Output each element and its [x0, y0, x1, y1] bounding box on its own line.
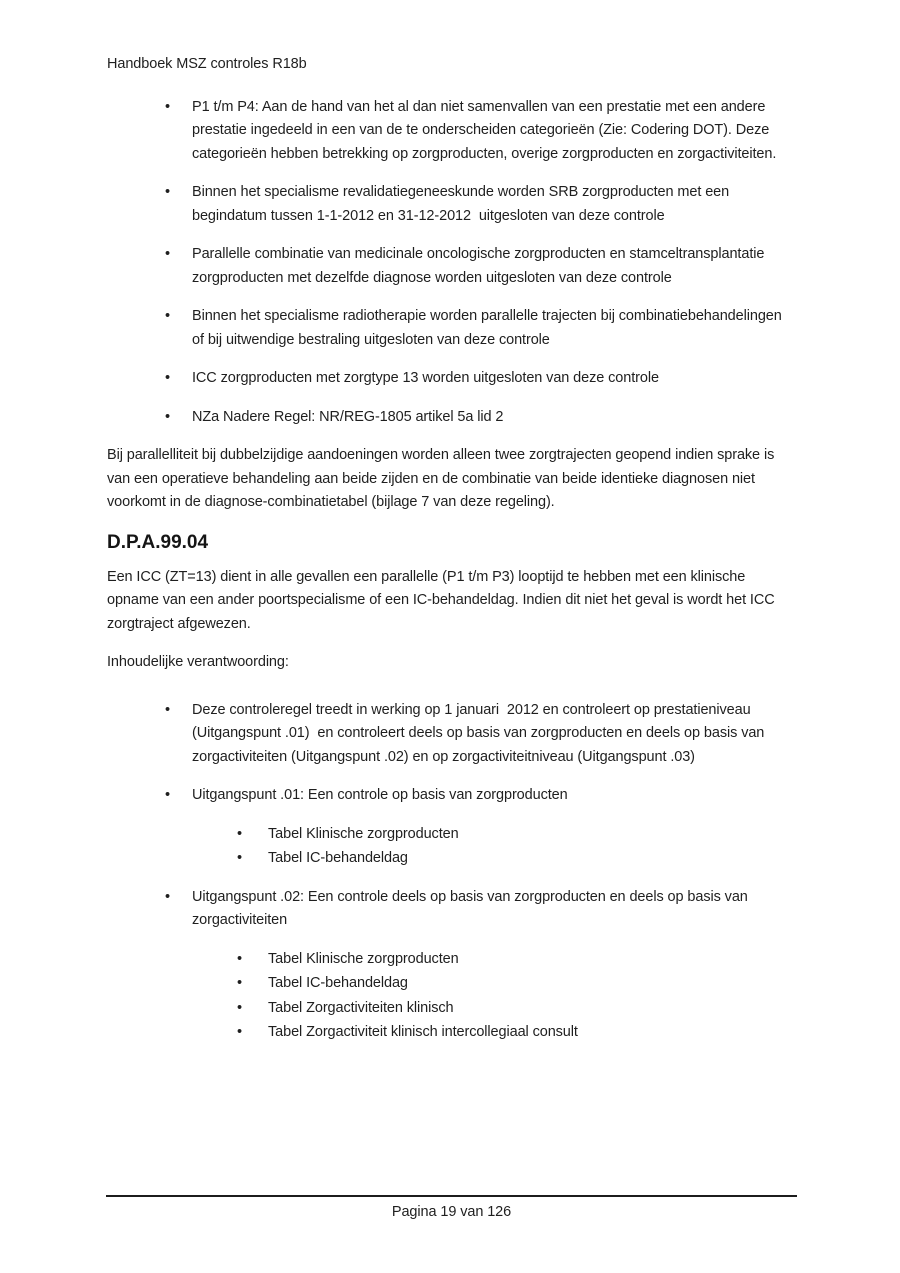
- sub-list: [107, 823, 793, 871]
- list-item: [107, 181, 793, 228]
- paragraph-rule-description: Een ICC (ZT=13) dient in alle gevallen een parallelle (P1 t/m P3) looptijd te hebben met een klinische opname van een ander poortspecialisme of een IC-behandeldag. Indien dit niet het geval is wordt het ICC zorgtraject afgewezen.: [107, 568, 779, 632]
- bullet-icon: •: [165, 308, 170, 324]
- bullet-icon: •: [165, 787, 170, 803]
- sub-list-item-text: Tabel Klinische zorgproducten: [268, 950, 459, 967]
- bullet-icon: •: [237, 975, 242, 991]
- exclusions-list: [107, 96, 793, 430]
- sub-list-item-text: Tabel IC-behandeldag: [268, 975, 408, 991]
- bullet-icon: •: [165, 408, 170, 425]
- section-heading: D.P.A.99.04: [107, 531, 209, 553]
- sub-list-item-text: Tabel Zorgactiviteiten klinisch: [268, 999, 454, 1016]
- list-item: [107, 886, 793, 933]
- list-item-text: Binnen het specialisme radiotherapie worden parallelle trajecten bij combinatiebehandelingen of bij uitwendige bestraling uitgesloten van deze controle: [192, 308, 786, 348]
- running-header: Handboek MSZ controles R18b: [107, 56, 307, 72]
- bullet-icon: •: [165, 184, 170, 200]
- page-footer: [106, 1195, 797, 1225]
- list-item-text: P1 t/m P4: Aan de hand van het al dan niet samenvallen van een prestatie met een andere prestatie ingedeeld in een van de te onderscheiden categorieën (Zie: Codering DOT). Deze categorieën hebben betrekking op zorgproducten, overige zorgproducten en zorgactiviteiten.: [192, 98, 777, 162]
- sub-list-item-text: Tabel IC-behandeldag: [268, 850, 408, 866]
- page-number: Pagina 19 van 126: [391, 1204, 512, 1220]
- sub-list-item: [107, 1021, 793, 1045]
- footer-rule: [106, 1195, 797, 1197]
- accountability-list: [107, 699, 793, 1045]
- bullet-icon: •: [237, 999, 242, 1016]
- bullet-icon: •: [165, 98, 170, 115]
- bullet-icon: •: [165, 246, 170, 262]
- bullet-icon: •: [237, 825, 242, 842]
- sub-list-item-text: Tabel Klinische zorgproducten: [268, 825, 459, 842]
- bullet-icon: •: [165, 701, 170, 718]
- paragraph-parallel-note: Bij parallelliteit bij dubbelzijdige aandoeningen worden alleen twee zorgtrajecten geopend indien sprake is van een operatieve behandeling aan beide zijden en de combinatie van beide identieke diagnosen niet voorkomt in de diagnose-combinatietabel (bijlage 7 van deze regeling).: [107, 447, 779, 510]
- bullet-icon: •: [165, 370, 170, 386]
- sub-list-item: [107, 823, 793, 847]
- list-item-text: Uitgangspunt .02: Een controle deels op basis van zorgproducten en deels op basis van zorgactiviteiten: [192, 888, 752, 928]
- bullet-icon: •: [237, 950, 242, 967]
- sub-list: [107, 948, 793, 1045]
- list-item: [107, 96, 793, 167]
- list-item-text: ICC zorgproducten met zorgtype 13 worden uitgesloten van deze controle: [192, 370, 659, 386]
- sub-list-item-text: Tabel Zorgactiviteit klinisch intercollegiaal consult: [268, 1024, 578, 1040]
- sub-list-item: [107, 997, 793, 1021]
- list-item-text: NZa Nadere Regel: NR/REG-1805 artikel 5a lid 2: [192, 408, 504, 425]
- list-item: [107, 367, 793, 391]
- bullet-icon: •: [237, 850, 242, 866]
- list-item-text: Binnen het specialisme revalidatiegeneeskunde worden SRB zorgproducten met een begindatum tussen 1-1-2012 en 31-12-2012 uitgesloten van deze controle: [192, 184, 734, 224]
- accountability-label: Inhoudelijke verantwoording:: [107, 654, 289, 670]
- list-item: [107, 406, 793, 430]
- list-item-text: Deze controleregel treedt in werking op 1 januari 2012 en controleert op prestatieniveau (Uitgangspunt .01) en controleert deels op basis van zorgproducten en deels op basis van zorgactiviteiten (Uitgangspunt .02) en op zorgactiviteitniveau (Uitgangspunt .03): [192, 701, 769, 765]
- list-item: [107, 243, 793, 290]
- sub-list-item: [107, 948, 793, 972]
- sub-list-item: [107, 972, 793, 996]
- list-item: [107, 784, 793, 808]
- list-item: [107, 699, 793, 770]
- list-item-text: Uitgangspunt .01: Een controle op basis van zorgproducten: [192, 787, 568, 803]
- bullet-icon: •: [165, 888, 170, 905]
- list-item-text: Parallelle combinatie van medicinale oncologische zorgproducten en stamceltransplantatie zorgproducten met dezelfde diagnose worden uitgesloten van deze controle: [192, 246, 769, 286]
- bullet-icon: •: [237, 1024, 242, 1040]
- list-item: [107, 305, 793, 352]
- sub-list-item: [107, 847, 793, 871]
